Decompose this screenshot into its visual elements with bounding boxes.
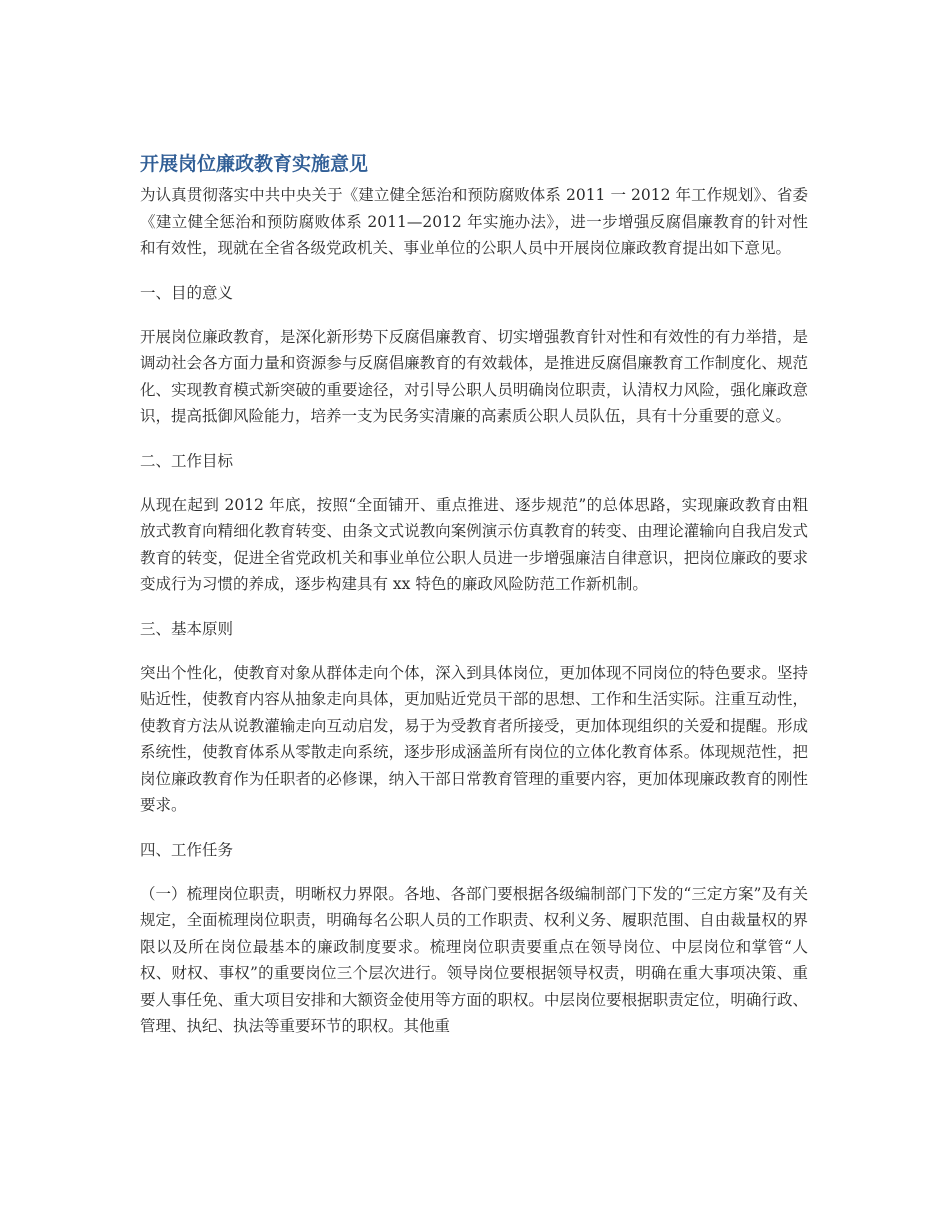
document-title: 开展岗位廉政教育实施意见 [140,153,369,175]
section-heading-goals: 二、工作目标 [140,451,234,470]
section-body-purpose: 开展岗位廉政教育，是深化新形势下反腐倡廉教育、切实增强教育针对性和有效性的有力举措，是调动社会各方面力量和资源参与反腐倡廉教育的有效载体，是推进反腐倡廉教育工作制度化、规范化、实现教育模式新突破的重要途径，对引导公职人员明确岗位职责，认清权力风险，强化廉政意识，提高抵御风险能力，培养一支为民务实清廉的高素质公职人员队伍，具有十分重要的意义。 [140,327,808,425]
section-heading-tasks: 四、工作任务 [140,840,234,859]
document-page [140,150,808,1058]
section-heading-purpose: 一、目的意义 [140,283,234,302]
section-body-goals: 从现在起到 2012 年底，按照“全面铺开、重点推进、逐步规范”的总体思路，实现廉政教育由粗放式教育向精细化教育转变、由条文式说教向案例演示仿真教育的转变、由理论灌输向自我启发式教育的转变，促进全省党政机关和事业单位公职人员进一步增强廉洁自律意识，把岗位廉政的要求变成行为习惯的养成，逐步构建具有 xx 特色的廉政风险防范工作新机制。 [140,495,808,593]
section-body-tasks: （一）梳理岗位职责，明晰权力界限。各地、各部门要根据各级编制部门下发的“三定方案”及有关规定，全面梳理岗位职责，明确每名公职人员的工作职责、权利义务、履职范围、自由裁量权的界限以及所在岗位最基本的廉政制度要求。梳理岗位职责要重点在领导岗位、中层岗位和掌管“人权、财权、事权”的重要岗位三个层次进行。领导岗位要根据领导权责，明确在重大事项决策、重要人事任免、重大项目安排和大额资金使用等方面的职权。中层岗位要根据职责定位，明确行政、管理、执纪、执法等重要环节的职权。其他重 [140,884,808,1035]
intro-paragraph: 为认真贯彻落实中共中央关于《建立健全惩治和预防腐败体系 2011 一 2012 年工作规划》、省委《建立健全惩治和预防腐败体系 2011—2012 年实施办法》，进一步增强反腐倡廉教育的针对性和有效性，现就在全省各级党政机关、事业单位的公职人员中开展岗位廉政教育提出如下意见。 [140,186,808,257]
section-heading-principles: 三、基本原则 [140,619,234,638]
section-body-principles: 突出个性化，使教育对象从群体走向个体，深入到具体岗位，更加体现不同岗位的特色要求。坚持贴近性，使教育内容从抽象走向具体，更加贴近党员干部的思想、工作和生活实际。注重互动性，使教育方法从说教灌输走向互动启发，易于为受教育者所接受，更加体现组织的关爱和提醒。形成系统性，使教育体系从零散走向系统，逐步形成涵盖所有岗位的立体化教育体系。体现规范性，把岗位廉政教育作为任职者的必修课，纳入干部日常教育管理的重要内容，更加体现廉政教育的刚性要求。 [140,663,808,814]
